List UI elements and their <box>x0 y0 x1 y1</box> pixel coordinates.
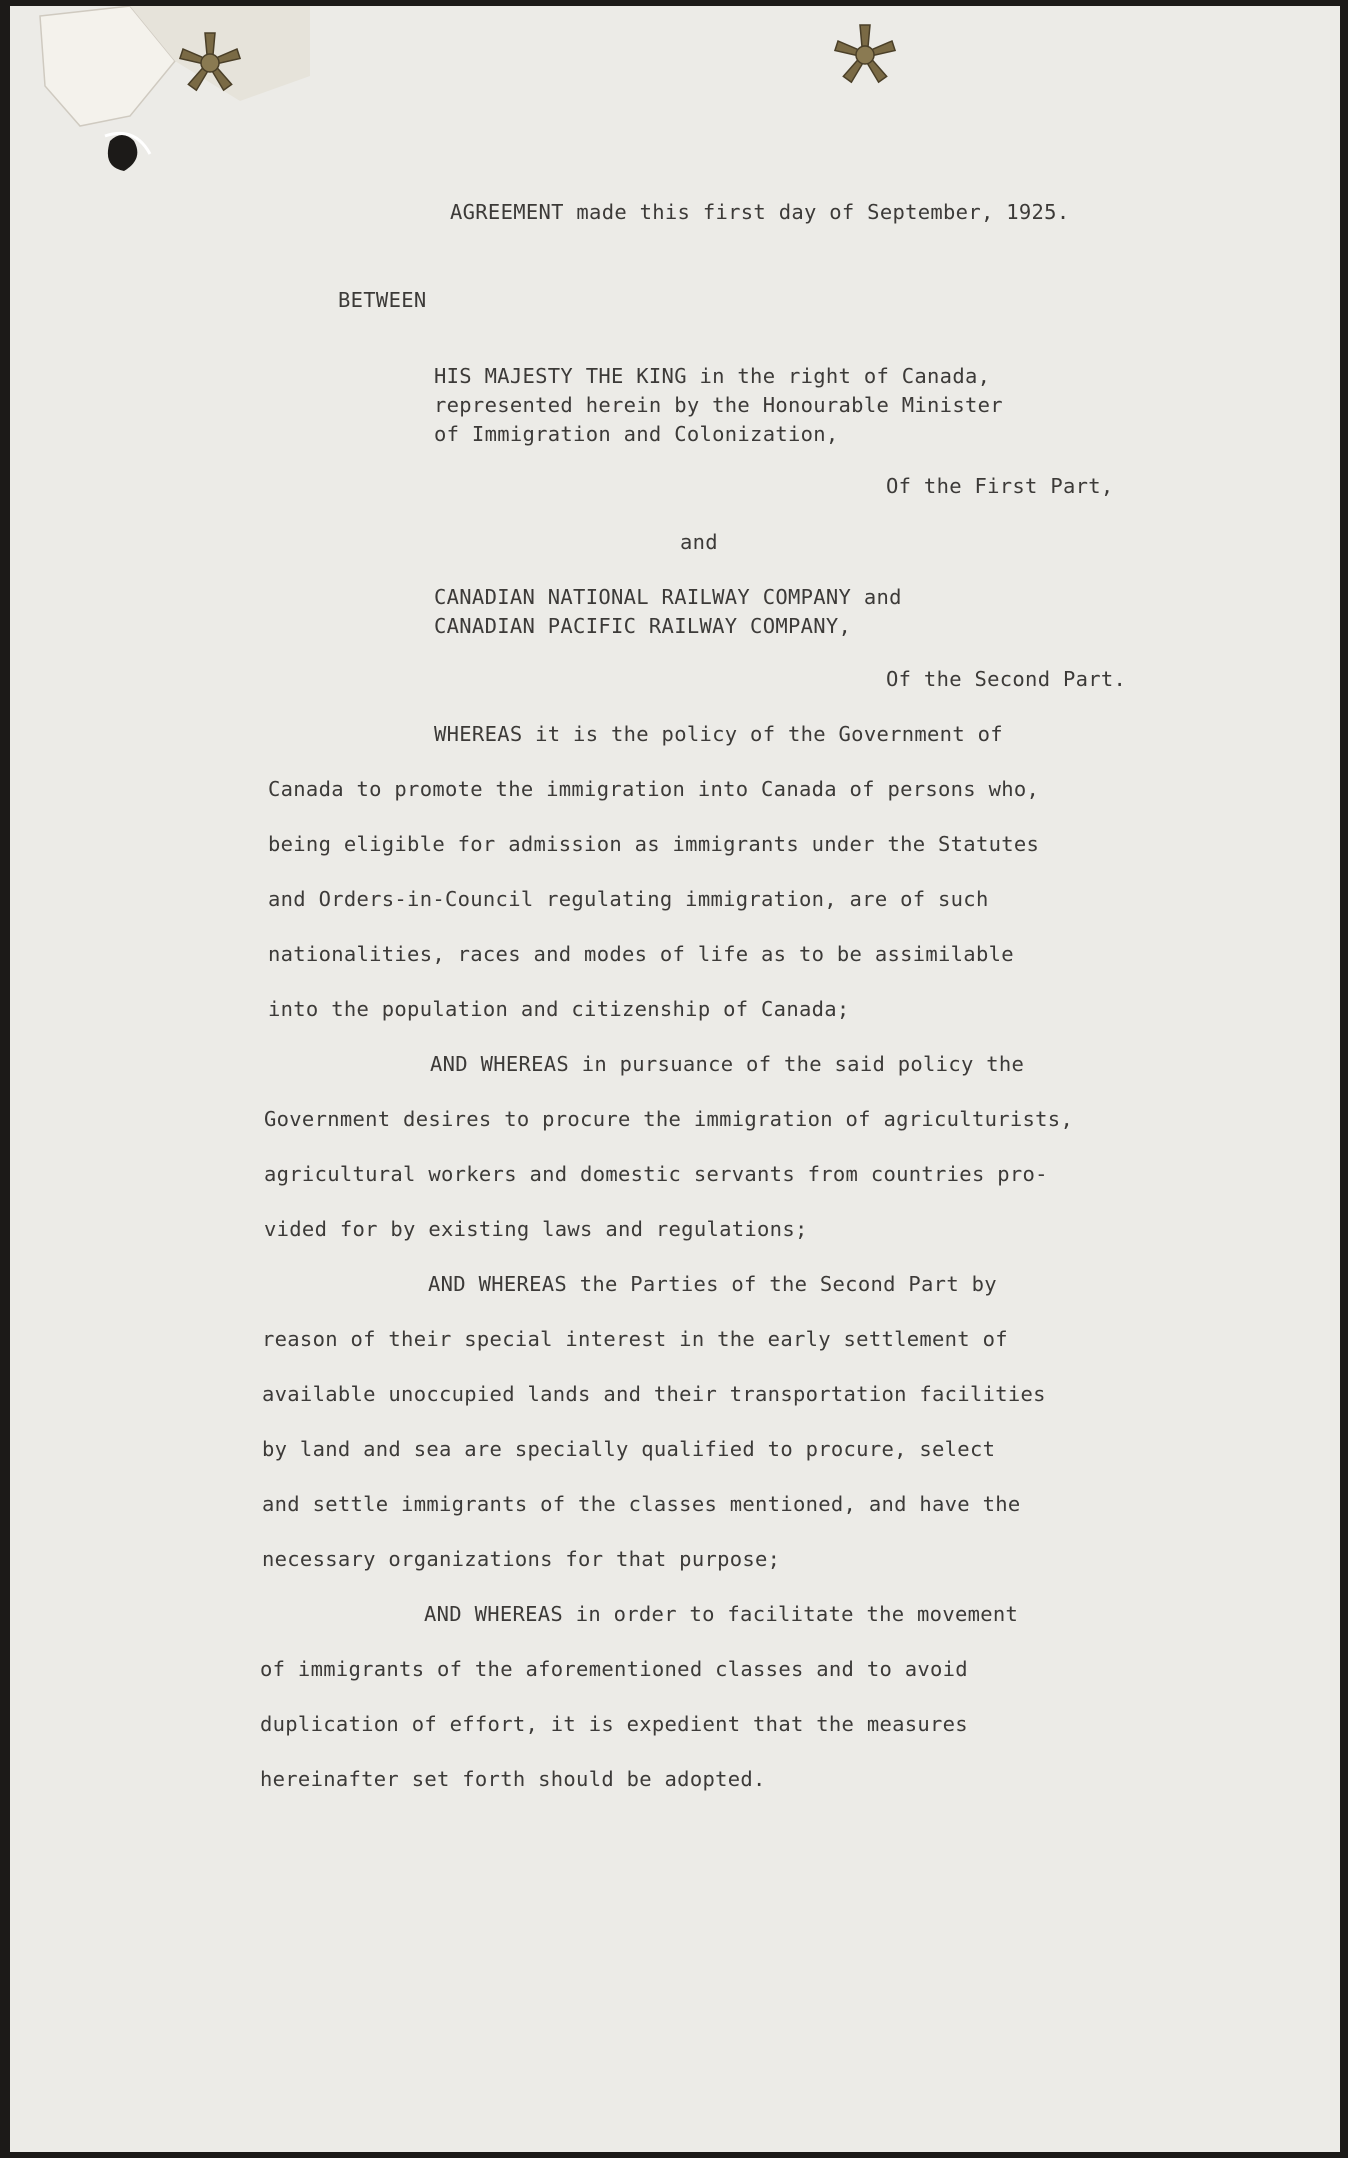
party-two-line: CANADIAN NATIONAL RAILWAY COMPANY and <box>434 585 902 609</box>
paper-fastener-icon <box>175 28 245 98</box>
party-one-line: of Immigration and Colonization, <box>434 422 839 446</box>
recital-line: necessary organizations for that purpose; <box>262 1547 781 1571</box>
party-two-line: CANADIAN PACIFIC RAILWAY COMPANY, <box>434 614 852 638</box>
recital-line: by land and sea are specially qualified to procure, select <box>262 1437 996 1461</box>
party-two-designation: Of the Second Part. <box>886 667 1127 691</box>
party-one-line: represented herein by the Honourable Minister <box>434 393 1003 417</box>
between-label: BETWEEN <box>338 288 427 312</box>
recital-line: AND WHEREAS in order to facilitate the movement <box>424 1602 1019 1626</box>
paper-fastener-icon <box>830 20 900 90</box>
recital-line: WHEREAS it is the policy of the Government of <box>434 722 1003 746</box>
party-one-designation: Of the First Part, <box>886 474 1114 498</box>
recital-line: and settle immigrants of the classes mentioned, and have the <box>262 1492 1021 1516</box>
recital-line: Government desires to procure the immigration of agriculturists, <box>264 1107 1074 1131</box>
recital-line: duplication of effort, it is expedient that the measures <box>260 1712 968 1736</box>
recital-line: hereinafter set forth should be adopted. <box>260 1767 766 1791</box>
recital-line: vided for by existing laws and regulations; <box>264 1217 808 1241</box>
agreement-heading: AGREEMENT made this first day of September, 1925. <box>450 200 1070 224</box>
recital-line: agricultural workers and domestic servants from countries pro- <box>264 1162 1048 1186</box>
conjunction: and <box>680 530 718 554</box>
recital-line: being eligible for admission as immigrants under the Statutes <box>268 832 1040 856</box>
recital-line: reason of their special interest in the early settlement of <box>262 1327 1008 1351</box>
document-page <box>10 6 1340 2152</box>
recital-line: AND WHEREAS the Parties of the Second Part by <box>428 1272 997 1296</box>
party-one-line: HIS MAJESTY THE KING in the right of Canada, <box>434 364 991 388</box>
recital-line: into the population and citizenship of Canada; <box>268 997 850 1021</box>
recital-line: and Orders-in-Council regulating immigration, are of such <box>268 887 989 911</box>
recital-line: nationalities, races and modes of life as to be assimilable <box>268 942 1014 966</box>
recital-line: Canada to promote the immigration into Canada of persons who, <box>268 777 1040 801</box>
recital-line: AND WHEREAS in pursuance of the said policy the <box>430 1052 1025 1076</box>
recital-line: available unoccupied lands and their transportation facilities <box>262 1382 1046 1406</box>
recital-line: of immigrants of the aforementioned classes and to avoid <box>260 1657 968 1681</box>
